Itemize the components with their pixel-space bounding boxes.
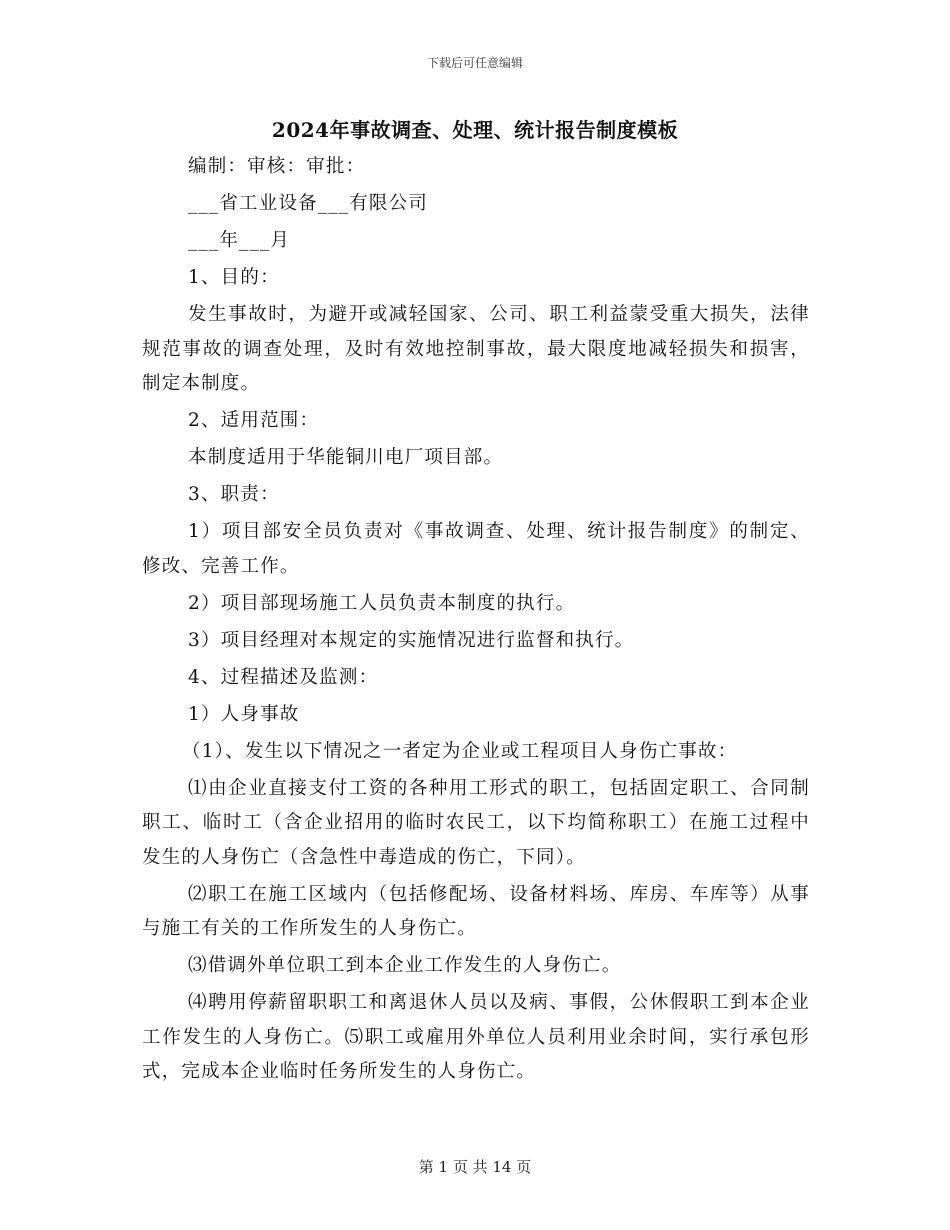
accident-case-4-5: ⑷聘用停薪留职职工和离退休人员以及病、事假，公休假职工到本企业工作发生的人身伤亡。⑸职工或雇用外单位人员利用业余时间，实行承包形式，完成本企业临时任务所发生的人身伤亡。 [142, 992, 810, 1082]
section-heading-purpose: 1、目的： [188, 267, 280, 288]
section-heading-scope: 2、适用范围： [188, 410, 320, 431]
header-note: 下载后可任意编辑 [426, 56, 523, 70]
duty-item-2: 2）项目部现场施工人员负责本制度的执行。 [188, 592, 576, 614]
company-line: ___省工业设备___有限公司 [188, 193, 429, 214]
page-number: 第 1 页 共 14 页 [418, 1158, 532, 1176]
subsection-personal-accident: 1）人身事故 [188, 703, 300, 725]
accident-case-3: ⑶借调外单位职工到本企业工作发生的人身伤亡。 [188, 955, 622, 976]
duty-item-1: 1）项目部安全员负责对《事故调查、处理、统计报告制度》的制定、修改、完善工作。 [142, 521, 810, 577]
accident-definition-intro: （1）、发生以下情况之一者定为企业或工程项目人身伤亡事故： [182, 740, 738, 762]
scope-paragraph: 本制度适用于华能铜川电厂项目部。 [188, 447, 504, 468]
section-heading-process: 4、过程描述及监测： [188, 666, 379, 688]
section-heading-duties: 3、职责： [188, 484, 280, 505]
document-body [142, 150, 810, 1092]
duty-item-3: 3）项目经理对本规定的实施情况进行监督和执行。 [188, 629, 635, 651]
date-line: ___年___月 [188, 230, 291, 251]
purpose-paragraph: 发生事故时，为避开或减轻国家、公司、职工利益蒙受重大损失，法律规范事故的调查处理，及时有效地控制事故，最大限度地减轻损失和损害，制定本制度。 [142, 304, 810, 394]
approval-line: 编制：审核：审批： [188, 156, 366, 177]
accident-case-1: ⑴由企业直接支付工资的各种用工形式的职工，包括固定职工、合同制职工、临时工（含企业招用的临时农民工，以下均简称职工）在施工过程中发生的人身伤亡（含急性中毒造成的伤亡，下同）。 [142, 777, 810, 868]
accident-case-2: ⑵职工在施工区域内（包括修配场、设备材料场、库房、车库等）从事与施工有关的工作所发生的人身伤亡。 [142, 883, 810, 939]
document-title: 2024年事故调查、处理、统计报告制度模板 [271, 118, 679, 142]
